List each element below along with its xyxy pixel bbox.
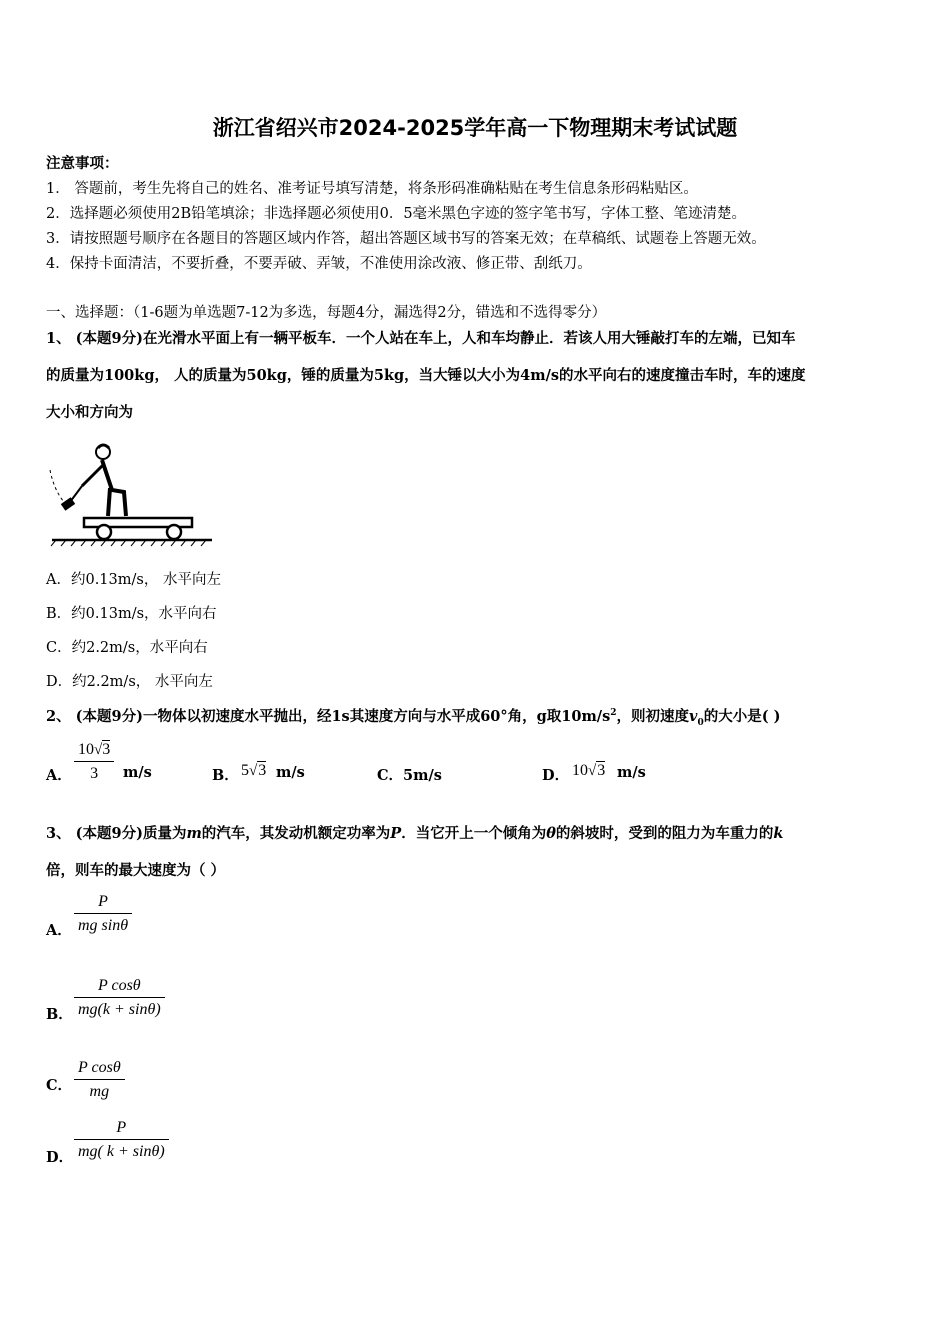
q1-stem-line: 大小和方向为 xyxy=(46,404,133,421)
q1-option-b: B．约0.13m/s，水平向右 xyxy=(46,606,217,622)
q3-option-d-label: D． xyxy=(46,1149,74,1166)
q1-option-a: A．约0.13m/s， 水平向左 xyxy=(46,572,221,588)
q1-stem-line: 1、 (本题9分)在光滑水平面上有一辆平板车．一个人站在车上，人和车均静止．若该人用大锤敲打车的左端，已知车 xyxy=(46,330,796,347)
q2-stem: 2、 (本题9分)一物体以初速度水平抛出，经1s其速度方向与水平成60°角，g取$10m/s^2$，则初速度$v_0$的大小是( ) xyxy=(46,708,781,728)
q2-option-b-value: 5√3 xyxy=(241,762,267,779)
q3-option-d-fraction: $\frac{P}{mg( k + \sin\theta)}$ xyxy=(74,1119,169,1161)
q2-option-b-unit: m/s xyxy=(276,764,305,781)
q2-option-a-label: A． xyxy=(46,767,72,784)
notice-item: 2．选择题必须使用2B铅笔填涂；非选择题必须使用0．5毫米黑色字迹的签字笔书写，字体工整、笔迹清楚。 xyxy=(46,206,747,222)
q3-stem-line: 倍，则车的最大速度为（ ） xyxy=(46,862,226,879)
q2-option-a-fraction: $\frac{10√3}{3}$ xyxy=(74,741,114,783)
hammer-cart-figure xyxy=(46,440,216,550)
section-heading: 一、选择题：（1-6题为单选题7-12为多选，每题4分，漏选得2分，错选和不选得零分） xyxy=(46,305,607,321)
q2-option-d-label: D． xyxy=(542,767,570,784)
q3-option-b-fraction: $\frac{\text{P cosθ}}{mg(k + \sin\theta)}$ xyxy=(74,977,165,1019)
q3-stem-line: 3、 (本题9分)质量为m的汽车，其发动机额定功率为P．当它开上一个倾角为θ的斜坡时，受到的阻力为车重力的k xyxy=(46,825,784,842)
q3-option-a-label: A． xyxy=(46,922,72,939)
q2-option-d-value: 10√3 xyxy=(572,762,606,779)
q3-option-a-fraction: $\frac{P}{\text{mg sinθ}}$ xyxy=(74,893,132,935)
q2-option-a-unit: m/s xyxy=(123,764,152,781)
q1-option-d: D．约2.2m/s， 水平向左 xyxy=(46,674,213,690)
notice-item: 4．保持卡面清洁，不要折叠，不要弄破、弄皱，不准使用涂改液、修正带、刮纸刀。 xyxy=(46,256,592,272)
q2-option-b-label: B． xyxy=(212,767,239,784)
page-title: 浙江省绍兴市2024-2025学年高一下物理期末考试试题 xyxy=(212,116,738,140)
notice-item: 1． 答题前，考生先将自己的姓名、准考证号填写清楚，将条形码准确粘贴在考生信息条形码粘贴区。 xyxy=(46,181,698,197)
notice-item: 3．请按照题号顺序在各题目的答题区域内作答，超出答题区域书写的答案无效；在草稿纸、试题卷上答题无效。 xyxy=(46,231,766,247)
q2-option-d-unit: m/s xyxy=(617,764,646,781)
notice-heading: 注意事项： xyxy=(46,155,119,172)
q1-stem-line: 的质量为100kg， 人的质量为50kg，锤的质量为5kg，当大锤以大小为4m/s的水平向右的速度撞击车时，车的速度 xyxy=(46,367,806,384)
q3-option-c-label: C． xyxy=(46,1077,73,1094)
q1-option-c: C．约2.2m/s，水平向右 xyxy=(46,640,208,656)
q3-option-c-fraction: $\frac{\text{P cosθ}}{mg}$ xyxy=(74,1059,125,1101)
q3-option-b-label: B． xyxy=(46,1006,73,1023)
q2-option-c: C．5m/s xyxy=(377,767,442,784)
